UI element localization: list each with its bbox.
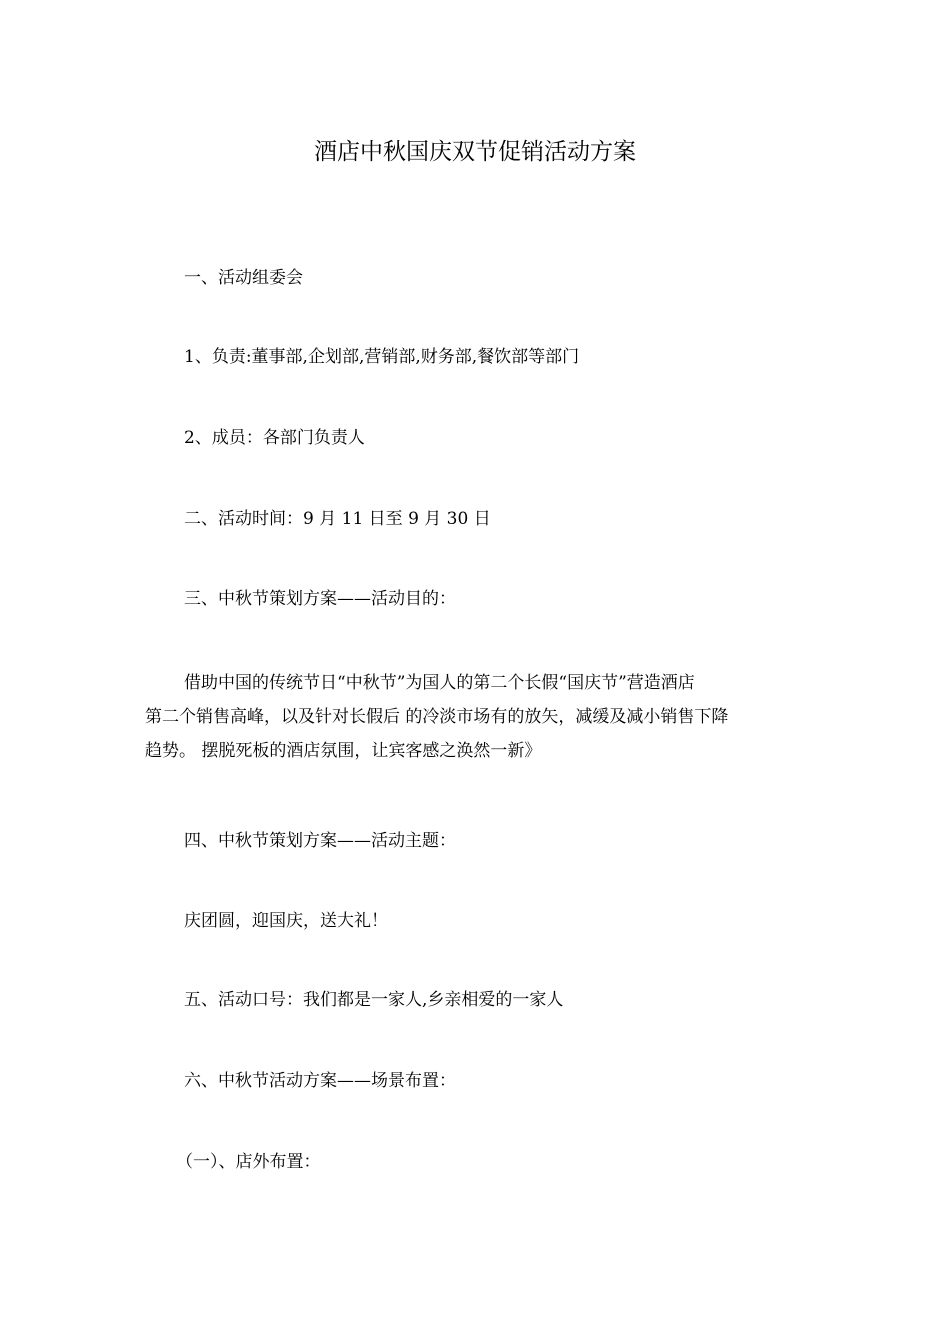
section-1-item-1: 1、负责:董事部,企划部,营销部,财务部,餐饮部等部门 (184, 347, 580, 367)
paragraph-line-3: 趋势。 摆脱死板的酒店氛围，让宾客感之涣然一新》 (145, 741, 542, 761)
section-heading-3: 三、中秋节策划方案——活动目的： (184, 589, 456, 609)
section-heading-1: 一、活动组委会 (184, 268, 303, 288)
section-heading-5: 五、活动口号：我们都是一家人,乡亲相爱的一家人 (184, 990, 564, 1010)
section-heading-2: 二、活动时间：9 月 11 日至 9 月 30 日 (184, 509, 491, 529)
section-3-paragraph (145, 666, 807, 768)
document-title: 酒店中秋国庆双节促销活动方案 (314, 139, 636, 165)
section-4-text: 庆团圆，迎国庆，送大礼！ (184, 911, 388, 931)
section-1-item-2: 2、成员：各部门负责人 (184, 428, 365, 448)
section-6-subheading-1: （一）、店外布置： (176, 1152, 321, 1172)
section-heading-4: 四、中秋节策划方案——活动主题： (184, 831, 456, 851)
paragraph-line-2: 第二个销售高峰，以及针对长假后 的冷淡市场有的放矢，减缓及减小销售下降 (145, 707, 729, 727)
paragraph-line-1: 借助中国的传统节日“中秋节”为国人的第二个长假“国庆节”营造酒店 (184, 673, 695, 693)
section-heading-6: 六、中秋节活动方案——场景布置： (184, 1071, 456, 1091)
